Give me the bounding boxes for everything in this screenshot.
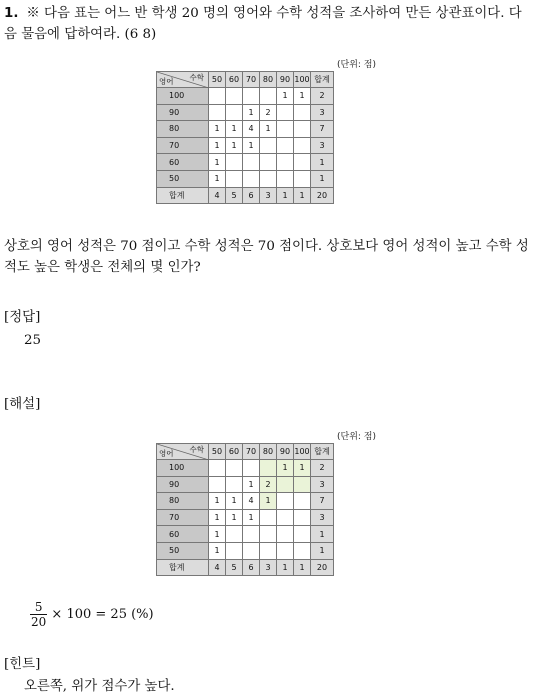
table-cell: 3 xyxy=(311,104,334,121)
table-cell: 4 xyxy=(209,559,226,576)
table-cell xyxy=(243,170,260,187)
table-cell xyxy=(260,137,277,154)
question-text: ※ 다음 표는 어느 반 학생 20 명의 영어와 수학 성적을 조사하여 만든 상관표이다. 다음 물음에 답하여라. (6 8) xyxy=(4,6,522,42)
table-cell xyxy=(260,460,277,477)
table-cell xyxy=(226,476,243,493)
table-cell xyxy=(294,137,311,154)
hint-text: 오른쪽, 위가 점수가 높다. xyxy=(24,679,175,694)
column-header: 70 xyxy=(243,444,260,460)
table-cell: 4 xyxy=(243,493,260,510)
column-header: 80 xyxy=(260,72,277,88)
formula xyxy=(30,600,154,629)
answer-value: 25 xyxy=(24,333,42,348)
table-cell: 1 xyxy=(277,559,294,576)
explanation-label: [해설] xyxy=(4,397,41,412)
table-cell: 1 xyxy=(294,460,311,477)
table-cell xyxy=(243,460,260,477)
table-cell: 1 xyxy=(294,187,311,204)
table-cell xyxy=(226,88,243,105)
table-cell: 1 xyxy=(226,509,243,526)
table-cell: 2 xyxy=(260,476,277,493)
table-cell: 3 xyxy=(311,476,334,493)
column-header: 90 xyxy=(277,72,294,88)
table-cell: 7 xyxy=(311,493,334,510)
table-cell xyxy=(209,104,226,121)
table-cell: 1 xyxy=(277,88,294,105)
table-cell: 1 xyxy=(311,154,334,171)
table-cell: 1 xyxy=(243,137,260,154)
question xyxy=(4,3,530,45)
row-header: 80 xyxy=(157,121,209,138)
table-cell xyxy=(209,88,226,105)
table-cell: 7 xyxy=(311,121,334,138)
table-cell: 4 xyxy=(209,187,226,204)
table-cell: 1 xyxy=(226,137,243,154)
corner-english-label: 영어 xyxy=(159,77,174,86)
table-cell xyxy=(277,137,294,154)
table-row xyxy=(157,187,334,204)
table-cell: 1 xyxy=(209,493,226,510)
fraction xyxy=(30,600,47,629)
hint-label: [힌트] xyxy=(4,657,41,672)
table-row xyxy=(157,542,334,559)
column-header: 70 xyxy=(243,72,260,88)
formula-rest: × 100 = 25 (%) xyxy=(51,607,154,622)
table-cell: 1 xyxy=(226,493,243,510)
table-cell: 3 xyxy=(260,559,277,576)
table-cell xyxy=(277,154,294,171)
table-cell: 6 xyxy=(243,559,260,576)
answer-label: [정답] xyxy=(4,310,41,325)
table-cell: 3 xyxy=(311,137,334,154)
table-cell: 1 xyxy=(243,509,260,526)
table-cell: 1 xyxy=(209,542,226,559)
table-cell xyxy=(277,170,294,187)
table-grid-highlighted xyxy=(156,443,334,576)
table-cell: 1 xyxy=(277,187,294,204)
table-cell: 1 xyxy=(243,104,260,121)
table-cell xyxy=(294,170,311,187)
table-cell xyxy=(260,542,277,559)
table-cell: 1 xyxy=(209,154,226,171)
table-cell xyxy=(243,154,260,171)
row-header: 70 xyxy=(157,509,209,526)
table-row xyxy=(157,559,334,576)
correlation-table-2 xyxy=(156,443,334,576)
table-cell: 1 xyxy=(209,170,226,187)
row-header: 100 xyxy=(157,460,209,477)
table-cell: 2 xyxy=(260,104,277,121)
table-unit-2: (단위: 점) xyxy=(337,432,376,442)
column-header: 60 xyxy=(226,444,243,460)
column-header: 50 xyxy=(209,72,226,88)
row-header: 90 xyxy=(157,104,209,121)
table-cell xyxy=(260,170,277,187)
question-number: 1. xyxy=(4,6,19,21)
table-cell xyxy=(243,526,260,543)
header-row xyxy=(157,444,334,460)
corner-cell xyxy=(157,72,209,88)
table-cell xyxy=(260,88,277,105)
table-row xyxy=(157,104,334,121)
table-cell xyxy=(260,154,277,171)
table-cell xyxy=(277,542,294,559)
corner-cell xyxy=(157,444,209,460)
table-cell xyxy=(277,476,294,493)
table-cell: 1 xyxy=(311,526,334,543)
table-cell: 3 xyxy=(311,509,334,526)
corner-math-label: 수학 xyxy=(189,73,204,82)
table-cell: 1 xyxy=(260,493,277,510)
table-row xyxy=(157,476,334,493)
table-cell xyxy=(226,104,243,121)
table-cell xyxy=(226,154,243,171)
table-row xyxy=(157,121,334,138)
table-cell xyxy=(294,493,311,510)
row-header: 90 xyxy=(157,476,209,493)
table-cell: 1 xyxy=(209,509,226,526)
row-header: 100 xyxy=(157,88,209,105)
table-cell xyxy=(294,104,311,121)
table-row xyxy=(157,460,334,477)
table-cell xyxy=(226,460,243,477)
table-cell: 5 xyxy=(226,559,243,576)
table-cell: 1 xyxy=(294,559,311,576)
row-header: 합계 xyxy=(157,187,209,204)
table-cell: 6 xyxy=(243,187,260,204)
corner-english-label: 영어 xyxy=(159,449,174,458)
table-cell xyxy=(277,526,294,543)
table-cell xyxy=(294,509,311,526)
table-cell: 1 xyxy=(243,476,260,493)
prompt-text: 상호의 영어 성적은 70 점이고 수학 성적은 70 점이다. 상호보다 영어 성적이 높고 수학 성적도 높은 학생은 전체의 몇 인가? xyxy=(4,239,529,275)
table-cell xyxy=(226,170,243,187)
table-cell: 20 xyxy=(311,559,334,576)
table-cell: 1 xyxy=(260,121,277,138)
table-cell: 1 xyxy=(226,121,243,138)
table-cell xyxy=(243,542,260,559)
table-cell: 1 xyxy=(209,137,226,154)
header-row xyxy=(157,72,334,88)
table-cell xyxy=(277,121,294,138)
table-cell: 1 xyxy=(311,542,334,559)
table-cell xyxy=(294,154,311,171)
table-cell: 5 xyxy=(226,187,243,204)
row-header: 70 xyxy=(157,137,209,154)
table-row xyxy=(157,154,334,171)
row-header: 50 xyxy=(157,170,209,187)
column-header: 80 xyxy=(260,444,277,460)
table-cell: 20 xyxy=(311,187,334,204)
table-cell: 1 xyxy=(209,121,226,138)
table-cell xyxy=(277,509,294,526)
column-header: 100 xyxy=(294,72,311,88)
table-row xyxy=(157,526,334,543)
column-header: 60 xyxy=(226,72,243,88)
column-header: 50 xyxy=(209,444,226,460)
table-grid xyxy=(156,71,334,204)
table-cell xyxy=(294,526,311,543)
column-header: 합계 xyxy=(311,444,334,460)
table-row xyxy=(157,88,334,105)
table-cell xyxy=(209,476,226,493)
row-header: 50 xyxy=(157,542,209,559)
table-cell: 1 xyxy=(209,526,226,543)
row-header: 합계 xyxy=(157,559,209,576)
correlation-table-1 xyxy=(156,71,334,204)
fraction-denominator: 20 xyxy=(31,615,47,629)
table-cell: 1 xyxy=(311,170,334,187)
fraction-numerator: 5 xyxy=(30,600,47,615)
row-header: 60 xyxy=(157,526,209,543)
table-cell xyxy=(260,509,277,526)
table-row xyxy=(157,137,334,154)
table-cell: 4 xyxy=(243,121,260,138)
table-cell: 1 xyxy=(294,88,311,105)
table-cell xyxy=(294,542,311,559)
table-cell xyxy=(243,88,260,105)
row-header: 80 xyxy=(157,493,209,510)
table-row xyxy=(157,493,334,510)
table-row xyxy=(157,170,334,187)
column-header: 합계 xyxy=(311,72,334,88)
table-cell xyxy=(260,526,277,543)
table-cell xyxy=(226,542,243,559)
column-header: 90 xyxy=(277,444,294,460)
table-cell xyxy=(294,121,311,138)
table-cell xyxy=(209,460,226,477)
table-row xyxy=(157,509,334,526)
column-header: 100 xyxy=(294,444,311,460)
table-cell xyxy=(277,493,294,510)
table-cell: 1 xyxy=(277,460,294,477)
table-cell xyxy=(277,104,294,121)
table-cell: 2 xyxy=(311,88,334,105)
corner-math-label: 수학 xyxy=(189,445,204,454)
table-unit-1: (단위: 점) xyxy=(337,60,376,70)
table-cell: 3 xyxy=(260,187,277,204)
table-cell xyxy=(226,526,243,543)
row-header: 60 xyxy=(157,154,209,171)
table-cell: 2 xyxy=(311,460,334,477)
table-cell xyxy=(294,476,311,493)
